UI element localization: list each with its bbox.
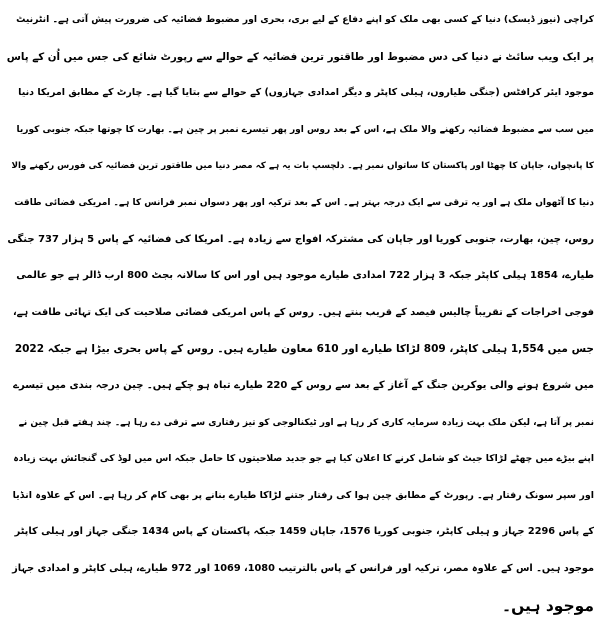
article-line-3: موجود ایئر کرافٹس (جنگی طیاروں، ہیلی کاپٹر و دیگر امدادی جہازوں) کے حوالے سے بتایا گیا ہے۔ چارٹ کے مطابق امریکا دنیا: [18, 87, 594, 99]
article-line-12: نمبر پر آتا ہے، لیکن ملک بہت زیادہ سرمایہ کاری کر رہا ہے اور ٹیکنالوجی کو تیز رفتاری سے ترقی دے رہا ہے۔ چند ہفتے قبل چین نے: [18, 417, 594, 428]
article-line-7: روس، چین، بھارت، جنوبی کوریا اور جاپان کی مشترکہ افواج سے زیادہ ہے۔ امریکا کی فضائیہ کے پاس 5 ہزار 737 جنگی: [7, 233, 594, 245]
article-line-17: موجود ہیں۔: [502, 596, 594, 615]
article-line-9: فوجی اخراجات کے تقریباً چالیس فیصد کے قریب بنتے ہیں۔ روس کے پاس امریکی فضائی صلاحیت کی ایک تہائی طاقت ہے،: [12, 306, 594, 318]
article-line-1: کراچی (نیوز ڈیسک) دنیا کے کسی بھی ملک کو اپنے دفاع کے لیے بری، بحری اور مضبوط فضائیہ کی ضرورت پیش آتی ہے۔ انٹرنیٹ: [16, 14, 594, 25]
article-line-2: پر ایک ویب سائٹ نے دنیا کی دس مضبوط اور طاقتور ترین فضائیہ کے حوالے سے رپورٹ شائع کی جس میں اُن کے پاس: [6, 50, 594, 63]
article-line-6: دنیا کا آٹھواں ملک ہے اور یہ ترقی سے ایک درجہ بہتر ہے۔ اس کے بعد ترکیہ اور پھر دسواں نمبر فرانس کا ہے۔ امریکی فضائی طاقت: [14, 197, 594, 208]
article-line-14: اور سپر سونک رفتار ہے۔ رپورٹ کے مطابق چین ہوا کی رفتار جتنے لڑاکا طیارے بنانے پر بھی کام کر رہا ہے۔ اس کے علاوہ انڈیا: [12, 489, 594, 501]
article-line-16: موجود ہیں۔ اس کے علاوہ مصر، ترکیہ اور فرانس کے پاس بالترتیب 1080، 1069 اور 972 طیارے، ہیلی کاپٹر و امدادی جہاز: [12, 562, 594, 574]
article-line-11: میں شروع ہونے والی یوکرین جنگ کے آغاز کے بعد سے روس کے 220 طیارے تباہ ہو چکے ہیں۔ چین درجہ بندی میں تیسرے: [13, 379, 594, 391]
article-line-10: جس میں 1,554 ہیلی کاپٹر، 809 لڑاکا طیارے اور 610 معاون طیارے ہیں۔ روس کے پاس بحری بیڑا ہے جبکہ 2022: [14, 343, 594, 356]
article-line-8: طیارے، 1854 ہیلی کاپٹر جبکہ 3 ہزار 722 امدادی طیارے موجود ہیں اور اس کا سالانہ بجٹ 800 ارب ڈالر ہے جو عالمی: [16, 270, 594, 282]
article-line-4: میں سب سے مضبوط فضائیہ رکھنے والا ملک ہے، اس کے بعد روس اور پھر تیسرے نمبر پر چین ہے۔ بھارت کا چوتھا جبکہ جنوبی کوریا: [16, 124, 594, 135]
article-line-5: کا پانچواں، جاپان کا چھٹا اور پاکستان کا ساتواں نمبر ہے۔ دلچسپ بات یہ ہے کہ مصر دنیا میں طاقتور ترین فضائیہ کی فورس رکھنے والا: [11, 161, 594, 172]
article-line-13: اپنے بیڑے میں چھٹے لڑاکا جیٹ کو شامل کرنے کا اعلان کیا ہے جو جدید صلاحیتوں کا حامل جبکہ اس میں لوڈ کی گنجائش بہت زیادہ: [13, 453, 594, 465]
article-line-15: کے پاس 2296 جہاز و ہیلی کاپٹر، جنوبی کوریا 1576، جاپان 1459 جبکہ پاکستان کے پاس 1434 جنگی جہاز اور ہیلی کاپٹر: [14, 526, 594, 538]
article-body: [4, 2, 594, 624]
